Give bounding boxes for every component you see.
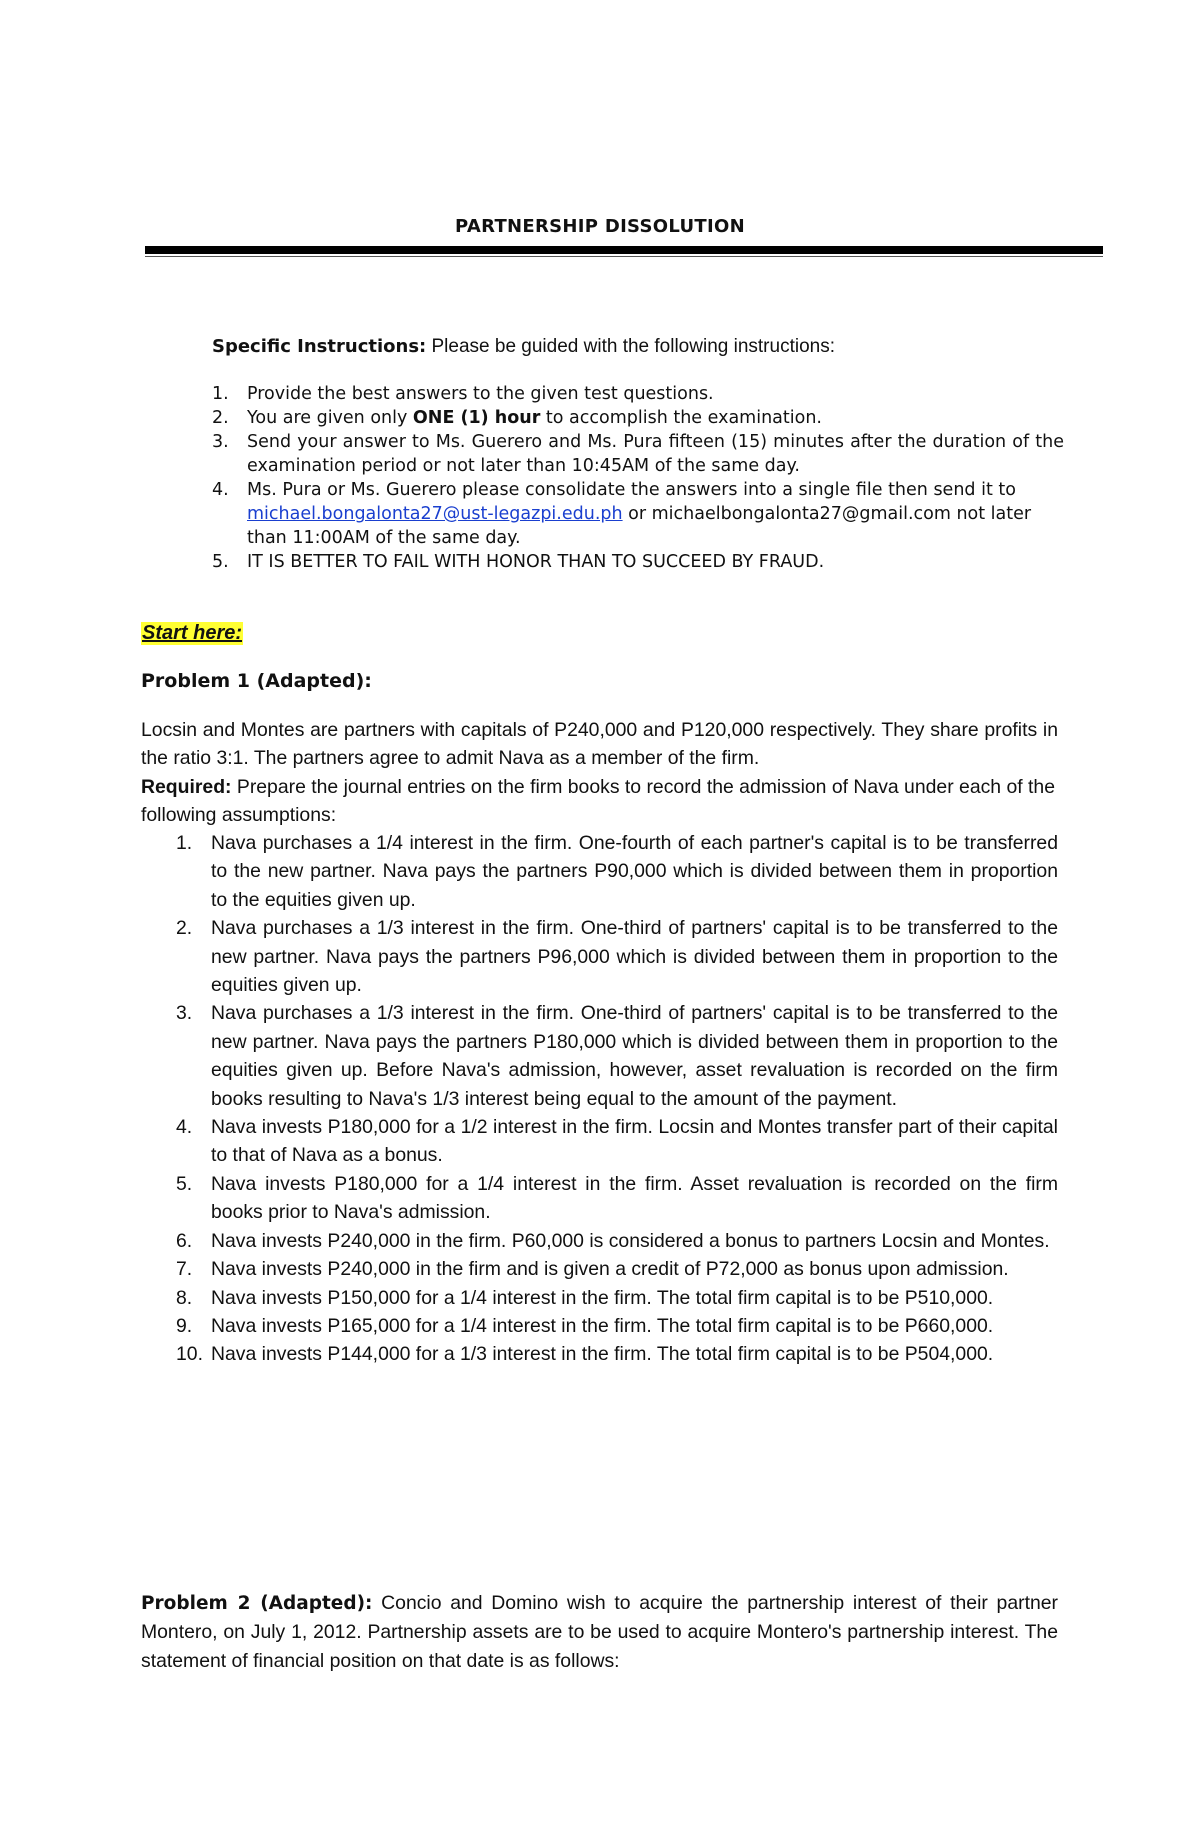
list-number: 2. [176,917,193,940]
instruction-number: 3. [212,432,229,452]
list-item [141,1312,1058,1340]
list-number: 3. [176,1002,193,1025]
list-item [141,914,1058,999]
title-rule-shadow [145,256,1103,257]
list-number: 4. [176,1116,193,1139]
list-item [141,1227,1058,1255]
instructions-lead: Specific Instructions: [212,336,427,357]
list-text: Nava invests P150,000 for a 1/4 interest in the firm. The total firm capital is to be P510,000. [211,1286,994,1309]
document-title: PARTNERSHIP DISSOLUTION [455,216,745,237]
list-text: Nava purchases a 1/3 interest in the firm. One-third of partners' capital is to be transferred to the new partner. Nava pays the partners P96,000 which is divided between them in proportion to the equities given up. [211,917,1058,997]
list-text: Nava purchases a 1/3 interest in the firm. One-third of partners' capital is to be transferred to the new partner. Nava pays the partners P180,000 which is divided between them in proportion to the equities given up. Before Nava's admission, however, asset revaluation is recorded on the firm books resulting to Nava's 1/3 interest being equal to the amount of the payment. [211,1002,1058,1110]
instruction-item [212,550,1064,574]
list-number: 5. [176,1172,193,1195]
list-item [141,829,1058,914]
list-text: Nava invests P180,000 for a 1/4 interest in the firm. Asset revaluation is recorded on the firm books prior to Nava's admission. [211,1172,1058,1224]
instruction-text: You are given only [247,408,413,428]
required-text: Prepare the journal entries on the firm books to record the admission of Nava under each of the following assumptions: [141,776,1055,827]
list-text: Nava invests P144,000 for a 1/3 interest in the firm. The total firm capital is to be P504,000. [211,1343,994,1366]
instructions-list [212,382,1064,574]
list-text: Nava purchases a 1/4 interest in the firm. One-fourth of each partner's capital is to be transferred to the new partner. Nava pays the partners P90,000 which is divided between them in proportion to the equities given up. [211,832,1058,911]
required-label: Required: [141,776,232,798]
list-number: 1. [176,832,193,854]
list-number: 10. [176,1343,203,1366]
instruction-item [212,430,1064,478]
list-item [141,999,1058,1113]
problem2-heading: Problem 2 (Adapted): [141,1593,373,1614]
instruction-number: 5. [212,552,229,572]
problem1-required [141,773,1058,830]
instruction-number: 2. [212,408,229,428]
list-item [141,1170,1058,1227]
instruction-text: or michaelbongalonta27@gmail.com not later than 11:00AM of the same day. [247,504,1032,548]
instruction-item [212,478,1064,550]
instruction-number: 4. [212,480,229,500]
list-number: 8. [176,1286,193,1309]
problem1-intro: Locsin and Montes are partners with capitals of P240,000 and P120,000 respectively. They share profits in the ratio 3:1. The partners agree to admit Nava as a member of the firm. [141,719,1058,770]
list-text: Nava invests P240,000 in the firm and is given a credit of P72,000 as bonus upon admission. [211,1258,1009,1281]
instruction-text: to accomplish the examination. [540,408,822,428]
email-link[interactable]: michael.bongalonta27@ust-legazpi.edu.ph [247,504,623,524]
problem2-paragraph [141,1589,1058,1675]
list-number: 7. [176,1258,193,1281]
list-number: 6. [176,1229,193,1252]
instruction-text: Send your answer to Ms. Guerero and Ms. Pura fifteen (15) minutes after the duration of the examination period or not later than 10:45AM of the same day. [247,432,1064,476]
list-text: Nava invests P180,000 for a 1/2 interest in the firm. Locsin and Montes transfer part of their capital to that of Nava as a bonus. [211,1116,1058,1167]
instruction-item [212,382,1064,406]
list-text: Nava invests P165,000 for a 1/4 interest in the firm. The total firm capital is to be P660,000. [211,1314,994,1337]
list-text: Nava invests P240,000 in the firm. P60,000 is considered a bonus to partners Locsin and Montes. [211,1229,1050,1252]
instruction-text: Ms. Pura or Ms. Guerero please consolidate the answers into a single file then send it to [247,480,1016,500]
instruction-text: Provide the best answers to the given test questions. [247,384,714,404]
instruction-number: 1. [212,384,229,404]
list-number: 9. [176,1314,193,1337]
list-item [141,1255,1058,1283]
instructions-intro [212,335,1064,359]
list-item [141,1340,1058,1368]
problem1-heading: Problem 1 (Adapted): [141,670,372,692]
problem2-text: Concio and Domino wish to acquire the partnership interest of their partner Montero, on July 1, 2012. Partnership assets are to be used to acquire Montero's partnership interest. The statement of financial position on that date is as follows: [141,1592,1058,1672]
list-item [141,1284,1058,1312]
problem1-list [141,829,1058,1369]
instructions-intro-text: Please be guided with the following instructions: [426,336,835,357]
title-rule [145,246,1103,254]
instruction-text: IT IS BETTER TO FAIL WITH HONOR THAN TO SUCCEED BY FRAUD. [247,552,825,572]
instruction-bold-text: ONE (1) hour [412,408,541,428]
start-here-label: Start here: [142,622,243,644]
instruction-item [212,406,1064,430]
list-item [141,1113,1058,1170]
